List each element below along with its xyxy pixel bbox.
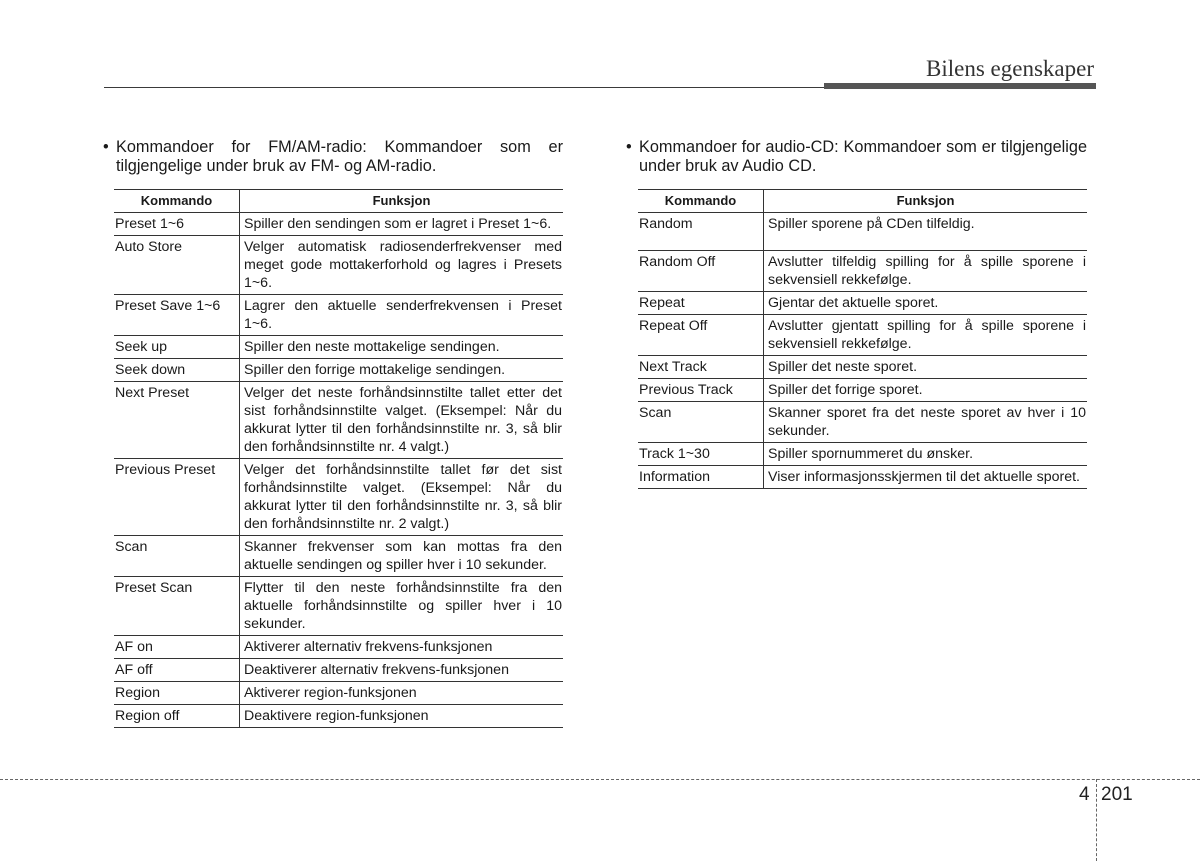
function-cell: Lagrer den aktuelle senderfrekvensen i Preset 1~6. — [240, 295, 564, 336]
header-rule — [104, 87, 824, 88]
table-header-row — [638, 190, 1087, 213]
audio-cd-intro-text: Kommandoer for audio-CD: Kommandoer som er tilgjengelige under bruk av Audio CD. — [639, 138, 1087, 175]
table-row — [114, 359, 563, 382]
column-header-function: Funksjon — [240, 190, 564, 213]
column-header-function: Funksjon — [764, 190, 1088, 213]
audio-cd-command-table — [638, 189, 1087, 489]
command-cell: Previous Preset — [114, 459, 240, 536]
bullet-icon: • — [103, 138, 109, 156]
table-row — [638, 379, 1087, 402]
table-row — [638, 315, 1087, 356]
chapter-number: 4 — [1079, 784, 1090, 805]
table-row — [114, 382, 563, 459]
command-cell: Repeat — [638, 292, 764, 315]
command-cell: Region off — [114, 705, 240, 728]
function-cell: Spiller den neste mottakelige sendingen. — [240, 336, 564, 359]
page-header-title: Bilens egenskaper — [926, 56, 1094, 81]
right-column — [626, 138, 1087, 489]
command-cell: Next Preset — [114, 382, 240, 459]
header-bar — [824, 83, 1096, 89]
command-cell: Preset Scan — [114, 577, 240, 636]
command-cell: AF off — [114, 659, 240, 682]
audio-cd-intro — [626, 138, 1087, 176]
command-cell: Random Off — [638, 251, 764, 292]
table-row — [638, 292, 1087, 315]
table-row — [638, 251, 1087, 292]
function-cell: Spiller den sendingen som er lagret i Preset 1~6. — [240, 213, 564, 236]
command-cell: Information — [638, 466, 764, 489]
table-row — [114, 295, 563, 336]
table-row — [638, 213, 1087, 251]
command-cell: Seek up — [114, 336, 240, 359]
table-row — [638, 402, 1087, 443]
command-cell: Auto Store — [114, 236, 240, 295]
command-cell: Next Track — [638, 356, 764, 379]
table-row — [638, 466, 1087, 489]
command-cell: Scan — [114, 536, 240, 577]
command-cell: Seek down — [114, 359, 240, 382]
bullet-icon: • — [626, 138, 632, 156]
command-cell: Random — [638, 213, 764, 251]
table-row — [114, 636, 563, 659]
table-row — [114, 236, 563, 295]
function-cell: Deaktiverer alternativ frekvens-funksjonen — [240, 659, 564, 682]
function-cell: Viser informasjonsskjermen til det aktuelle sporet. — [764, 466, 1088, 489]
fm-am-intro — [103, 138, 563, 176]
table-row — [114, 336, 563, 359]
table-row — [114, 682, 563, 705]
function-cell: Skanner sporet fra det neste sporet av hver i 10 sekunder. — [764, 402, 1088, 443]
table-header-row — [114, 190, 563, 213]
function-cell: Avslutter gjentatt spilling for å spille sporene i sekvensiell rekkefølge. — [764, 315, 1088, 356]
function-cell: Spiller sporene på CDen tilfeldig. — [764, 213, 1088, 251]
function-cell: Gjentar det aktuelle sporet. — [764, 292, 1088, 315]
page-number: 201 — [1101, 784, 1133, 805]
function-cell: Velger det forhåndsinnstilte tallet før det sist forhåndsinnstilte valget. (Eksempel: Når du akkurat lytter til den forhåndsinnstilte nr. 3, så blir den forhåndsinnstilte nr. 2 valgt.) — [240, 459, 564, 536]
table-row — [114, 577, 563, 636]
function-cell: Spiller det forrige sporet. — [764, 379, 1088, 402]
footer-dashed-rule — [0, 779, 1200, 780]
table-row — [114, 536, 563, 577]
command-cell: Previous Track — [638, 379, 764, 402]
function-cell: Skanner frekvenser som kan mottas fra den aktuelle sendingen og spiller hver i 10 sekunder. — [240, 536, 564, 577]
table-row — [638, 443, 1087, 466]
command-cell: Track 1~30 — [638, 443, 764, 466]
fm-am-command-table — [114, 189, 563, 728]
command-cell: Repeat Off — [638, 315, 764, 356]
column-header-command: Kommando — [638, 190, 764, 213]
function-cell: Spiller det neste sporet. — [764, 356, 1088, 379]
footer-dashed-divider — [1096, 779, 1097, 861]
command-cell: Preset Save 1~6 — [114, 295, 240, 336]
column-header-command: Kommando — [114, 190, 240, 213]
function-cell: Deaktivere region-funksjonen — [240, 705, 564, 728]
function-cell: Aktiverer region-funksjonen — [240, 682, 564, 705]
table-row — [114, 213, 563, 236]
function-cell: Velger det neste forhåndsinnstilte tallet etter det sist forhåndsinnstilte valget. (Eksempel: Når du akkurat lytter til den forhåndsinnstilte nr. 3, så blir den forhåndsinnstilte nr. 4 valgt.) — [240, 382, 564, 459]
function-cell: Flytter til den neste forhåndsinnstilte fra den aktuelle forhåndsinnstilte og spiller hver i 10 sekunder. — [240, 577, 564, 636]
fm-am-intro-text: Kommandoer for FM/AM-radio: Kommandoer som er tilgjengelige under bruk av FM- og AM-radio. — [116, 138, 563, 175]
command-cell: Scan — [638, 402, 764, 443]
table-row — [114, 705, 563, 728]
command-cell: Region — [114, 682, 240, 705]
function-cell: Aktiverer alternativ frekvens-funksjonen — [240, 636, 564, 659]
function-cell: Avslutter tilfeldig spilling for å spille sporene i sekvensiell rekkefølge. — [764, 251, 1088, 292]
command-cell: AF on — [114, 636, 240, 659]
table-row — [114, 459, 563, 536]
table-row — [114, 659, 563, 682]
function-cell: Velger automatisk radiosenderfrekvenser med meget gode mottakerforhold og lagres i Presets 1~6. — [240, 236, 564, 295]
left-column — [103, 138, 563, 728]
command-cell: Preset 1~6 — [114, 213, 240, 236]
function-cell: Spiller den forrige mottakelige sendingen. — [240, 359, 564, 382]
table-row — [638, 356, 1087, 379]
function-cell: Spiller spornummeret du ønsker. — [764, 443, 1088, 466]
